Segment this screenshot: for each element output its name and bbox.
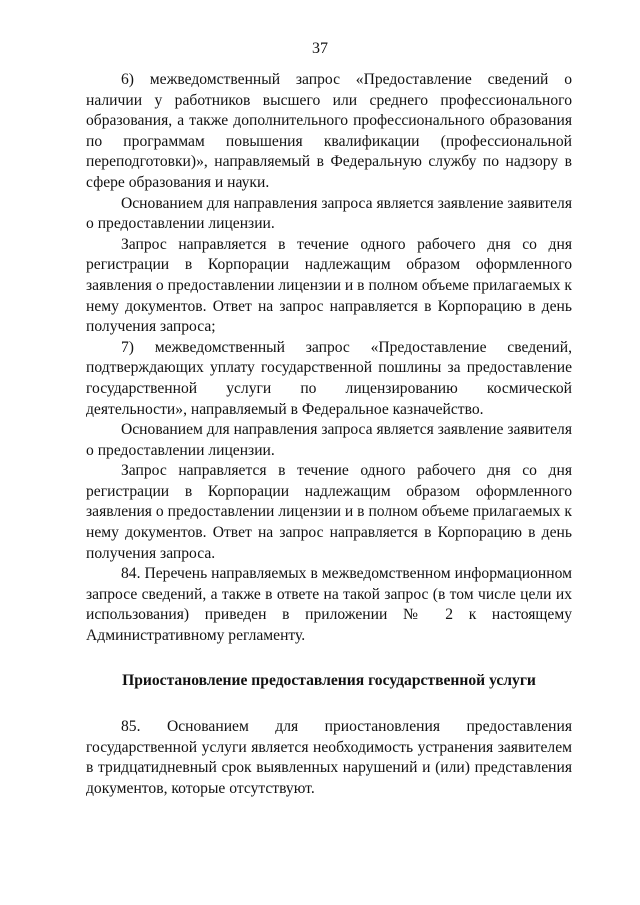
paragraph-request-timing: Запрос направляется в течение одного рабочего дня со дня регистрации в Корпорации надлежащим образом оформленного заявления о предоставлении лицензии и в полном объеме прилагаемых к нему документов. Ответ на запрос направляется в Корпорацию в день получения запроса; [86,235,572,336]
paragraph-85: 85. Основанием для приостановления предоставления государственной услуги является необходимость устранения заявителем в тридцатидневный срок выявленных нарушений и (или) представления документов, которые отсутствуют. [86,718,572,797]
paragraph-6-interagency-request: 6) межведомственный запрос «Предоставление сведений о наличии у работников высшего или среднего профессионального образования, а также дополнительного профессионального образования по программам повышения квалификации (профессиональной переподготовки)», направляемый в Федеральную службу по надзору в сфере образования и науки. [86,71,572,191]
section-heading: Приостановление предоставления государственной услуги [122,671,536,689]
paragraph-request-basis-2: Основанием для направления запроса является заявление заявителя о предоставлении лицензии. [86,421,572,459]
page-number: 37 [312,40,328,57]
paragraph-7-interagency-request: 7) межведомственный запрос «Предоставление сведений, подтверждающих уплату государственной пошлины за предоставление государственной услуги по лицензированию космической деятельности», направляемый в Федеральное казначейство. [86,338,572,418]
paragraph-84: 84. Перечень направляемых в межведомственном информационном запросе сведений, а также в ответе на такой запрос (в том числе цели их использования) приведен в приложении № 2 к настоящему Административному регламенту. [86,565,572,645]
paragraph-request-basis: Основанием для направления запроса является заявление заявителя о предоставлении лицензии. [86,194,572,233]
document-body [86,70,572,800]
paragraph-request-timing-2: Запрос направляется в течение одного рабочего дня со дня регистрации в Корпорации надлежащим образом оформленного заявления о предоставлении лицензии и в полном объеме прилагаемых к нему документов. Ответ на запрос направляется в Корпорацию в день получения запроса. [86,462,572,562]
